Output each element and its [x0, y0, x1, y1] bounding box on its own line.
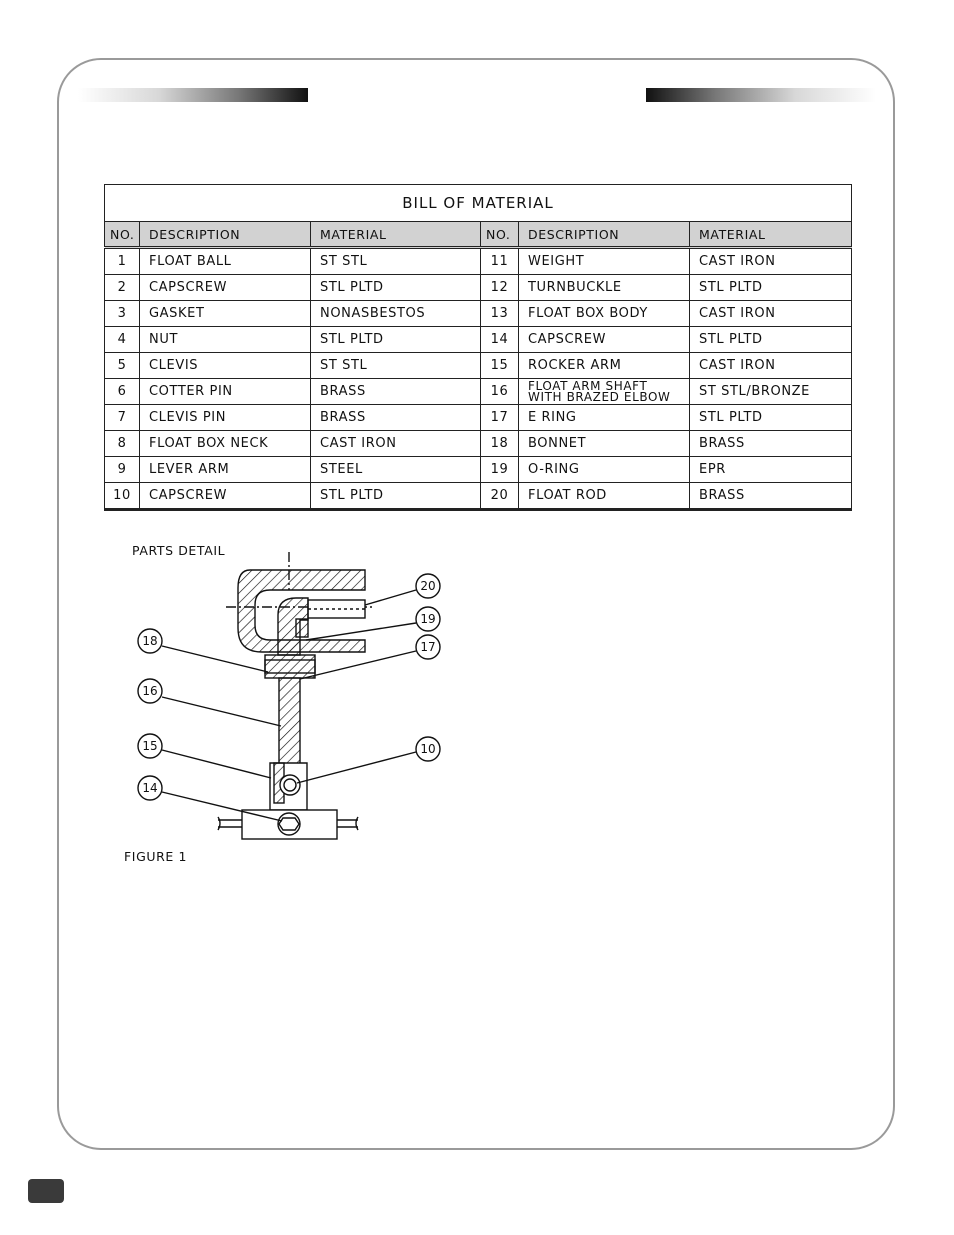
item-description: CAPSCREW: [519, 327, 690, 353]
item-number: 6: [105, 379, 140, 405]
item-number: 16: [481, 379, 519, 405]
item-material: STL PLTD: [690, 327, 852, 353]
column-header: MATERIAL: [690, 222, 852, 248]
item-material: ST STL: [311, 248, 481, 275]
callout-19: 19: [420, 612, 436, 626]
item-number: 18: [481, 431, 519, 457]
item-number: 19: [481, 457, 519, 483]
item-number: 10: [105, 483, 140, 510]
item-description: E RING: [519, 405, 690, 431]
column-header: MATERIAL: [311, 222, 481, 248]
o-ring: [296, 619, 308, 637]
item-material: BRASS: [690, 483, 852, 510]
item-number: 9: [105, 457, 140, 483]
callout-17: 17: [420, 640, 436, 654]
callout-20: 20: [420, 579, 436, 593]
item-material: STL PLTD: [311, 327, 481, 353]
item-material: BRASS: [690, 431, 852, 457]
item-material: EPR: [690, 457, 852, 483]
item-description: COTTER PIN: [140, 379, 311, 405]
column-header: DESCRIPTION: [140, 222, 311, 248]
callout-15: 15: [142, 739, 158, 753]
column-header: NO.: [105, 222, 140, 248]
item-description: CAPSCREW: [140, 275, 311, 301]
page-number-tab: [28, 1179, 64, 1203]
bonnet-nut: [265, 655, 315, 678]
item-material: STL PLTD: [311, 483, 481, 510]
item-material: ST STL/BRONZE: [690, 379, 852, 405]
leader-line: [306, 623, 416, 640]
item-number: 4: [105, 327, 140, 353]
item-material: STL PLTD: [690, 275, 852, 301]
item-description: FLOAT BOX NECK: [140, 431, 311, 457]
item-material: STL PLTD: [311, 275, 481, 301]
item-material: ST STL: [311, 353, 481, 379]
item-material: CAST IRON: [690, 248, 852, 275]
leader-line: [365, 590, 416, 605]
item-number: 14: [481, 327, 519, 353]
item-description: FLOAT BOX BODY: [519, 301, 690, 327]
item-description: CLEVIS PIN: [140, 405, 311, 431]
leader-line: [162, 792, 282, 821]
item-number: 13: [481, 301, 519, 327]
item-description: TURNBUCKLE: [519, 275, 690, 301]
item-material: CAST IRON: [690, 301, 852, 327]
callout-10: 10: [420, 742, 436, 756]
item-description: CAPSCREW: [140, 483, 311, 510]
leader-line: [300, 651, 416, 679]
item-description: GASKET: [140, 301, 311, 327]
item-description: O-RING: [519, 457, 690, 483]
item-material: BRASS: [311, 405, 481, 431]
item-description: WEIGHT: [519, 248, 690, 275]
callout-18: 18: [142, 634, 158, 648]
lever-break-right: [356, 817, 358, 830]
item-description: BONNET: [519, 431, 690, 457]
column-header: NO.: [481, 222, 519, 248]
item-description: ROCKER ARM: [519, 353, 690, 379]
item-number: 3: [105, 301, 140, 327]
item-description: FLOAT BALL: [140, 248, 311, 275]
item-material: NONASBESTOS: [311, 301, 481, 327]
item-material: STEEL: [311, 457, 481, 483]
item-description-line: FLOAT ARM SHAFT: [528, 378, 648, 393]
item-number: 7: [105, 405, 140, 431]
lever-break-left: [218, 817, 220, 830]
item-number: 8: [105, 431, 140, 457]
item-number: 11: [481, 248, 519, 275]
column-header: DESCRIPTION: [519, 222, 690, 248]
item-material: STL PLTD: [690, 405, 852, 431]
item-description: LEVER ARM: [140, 457, 311, 483]
figure-label: FIGURE 1: [124, 849, 188, 864]
capscrew-10: [280, 775, 300, 795]
item-number: 5: [105, 353, 140, 379]
item-description: NUT: [140, 327, 311, 353]
leader-line: [162, 750, 271, 778]
leader-line: [297, 752, 416, 783]
item-number: 2: [105, 275, 140, 301]
item-description-line: WITH BRAZED ELBOW: [528, 389, 671, 404]
parts-detail-heading: PARTS DETAIL: [132, 543, 226, 558]
leader-line: [162, 697, 281, 726]
item-number: 15: [481, 353, 519, 379]
item-material: CAST IRON: [690, 353, 852, 379]
item-number: 20: [481, 483, 519, 510]
callout-14: 14: [142, 781, 158, 795]
callout-16: 16: [142, 684, 158, 698]
item-description: CLEVIS: [140, 353, 311, 379]
item-material: CAST IRON: [311, 431, 481, 457]
item-description: FLOAT ROD: [519, 483, 690, 510]
item-number: 12: [481, 275, 519, 301]
item-number: 1: [105, 248, 140, 275]
item-material: BRASS: [311, 379, 481, 405]
item-number: 17: [481, 405, 519, 431]
table-title: BILL OF MATERIAL: [105, 185, 852, 222]
